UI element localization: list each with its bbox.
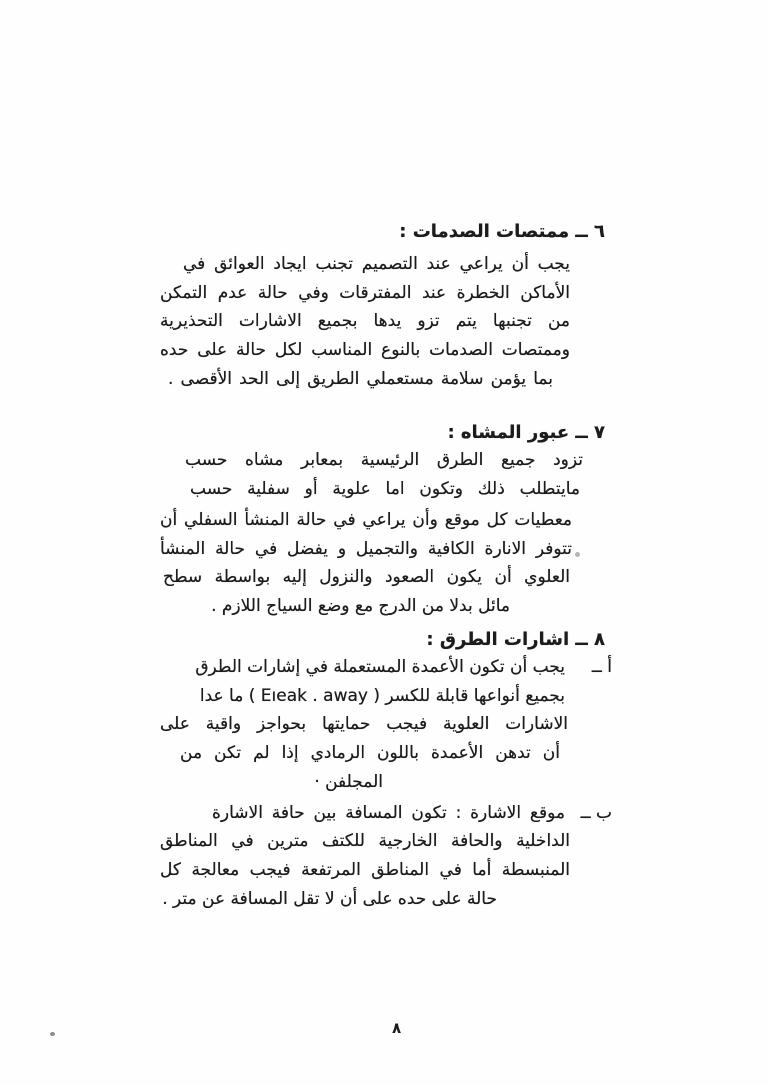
section-6-line-1: يجب أن يراعي عند التصميم تجنب ايجاد العوائق في bbox=[183, 254, 570, 274]
section-6-line-5: بما يؤمن سلامة مستعملي الطريق إلى الحد الأقصى . bbox=[168, 369, 553, 389]
section-6-line-4: وممتصات الصدمات بالنوع المناسب لكل حالة على حده bbox=[160, 340, 570, 360]
section-7-line-3: معطيات كل موقع وأن يراعي في حالة المنشأ السفلي أن bbox=[160, 510, 572, 530]
page-number: ٨ bbox=[392, 1019, 402, 1037]
scan-speck bbox=[50, 1032, 55, 1036]
item-b-line-2: الداخلية والحافة الخارجية للكتف مترين في المناطق bbox=[160, 831, 570, 851]
section-7-line-6: مائل بدلا من الدرج مع وضع السياج اللازم . bbox=[211, 596, 510, 616]
item-b-line-1: موقع الاشارة : تكون المسافة بين حافة الاشارة bbox=[212, 803, 565, 823]
item-a-line-3: الاشارات العلوية فيجب حمايتها بحواجز واقية على bbox=[160, 714, 568, 734]
section-7-line-1: تزود جميع الطرق الرئيسية بمعابر مشاه حسب bbox=[185, 450, 583, 470]
section-6-line-3: من تجنبها يتم تزو يدها بجميع الاشارات التحذيرية bbox=[160, 311, 570, 331]
item-b-line-4: حالة على حده على أن لا تقل المسافة عن متر . bbox=[162, 889, 497, 909]
section-6-heading: ٦ ــ ممتصات الصدمات : bbox=[399, 221, 605, 242]
section-7-line-2: مايتطلب ذلك وتكون اما علوية أو سفلية حسب bbox=[190, 479, 580, 499]
item-a-line-5: المجلفن · bbox=[314, 772, 383, 792]
section-7-line-4: تتوفر الانارة الكافية والتجميل و يفضل في حالة المنشأ bbox=[160, 539, 572, 559]
item-a-line-2: بجميع أنواعها قابلة للكسر ( Eıeak . away ) ما عدا bbox=[199, 686, 565, 706]
item-b-line-3: المنبسطة أما في المناطق المرتفعة فيجب معالجة كل bbox=[160, 860, 570, 880]
item-a-marker: أ ــ bbox=[591, 657, 612, 677]
section-7-line-5: العلوي أن يكون الصعود والنزول إليه بواسطة سطح bbox=[163, 567, 570, 587]
item-a-line-4: أن تدهن الأعمدة باللون الرمادي إذا لم تكن من bbox=[180, 743, 560, 763]
section-7-heading: ٧ ــ عبور المشاه : bbox=[447, 422, 605, 443]
item-b-marker: ب ــ bbox=[580, 803, 612, 823]
scan-speck bbox=[575, 552, 580, 557]
item-a-line-1: يجب أن تكون الأعمدة المستعملة في إشارات الطرق bbox=[195, 657, 565, 677]
section-6-line-2: الأماكن الخطرة عند المفترقات وفي حالة عدم التمكن bbox=[160, 283, 570, 303]
section-8-heading: ٨ ــ اشارات الطرق : bbox=[426, 629, 605, 650]
